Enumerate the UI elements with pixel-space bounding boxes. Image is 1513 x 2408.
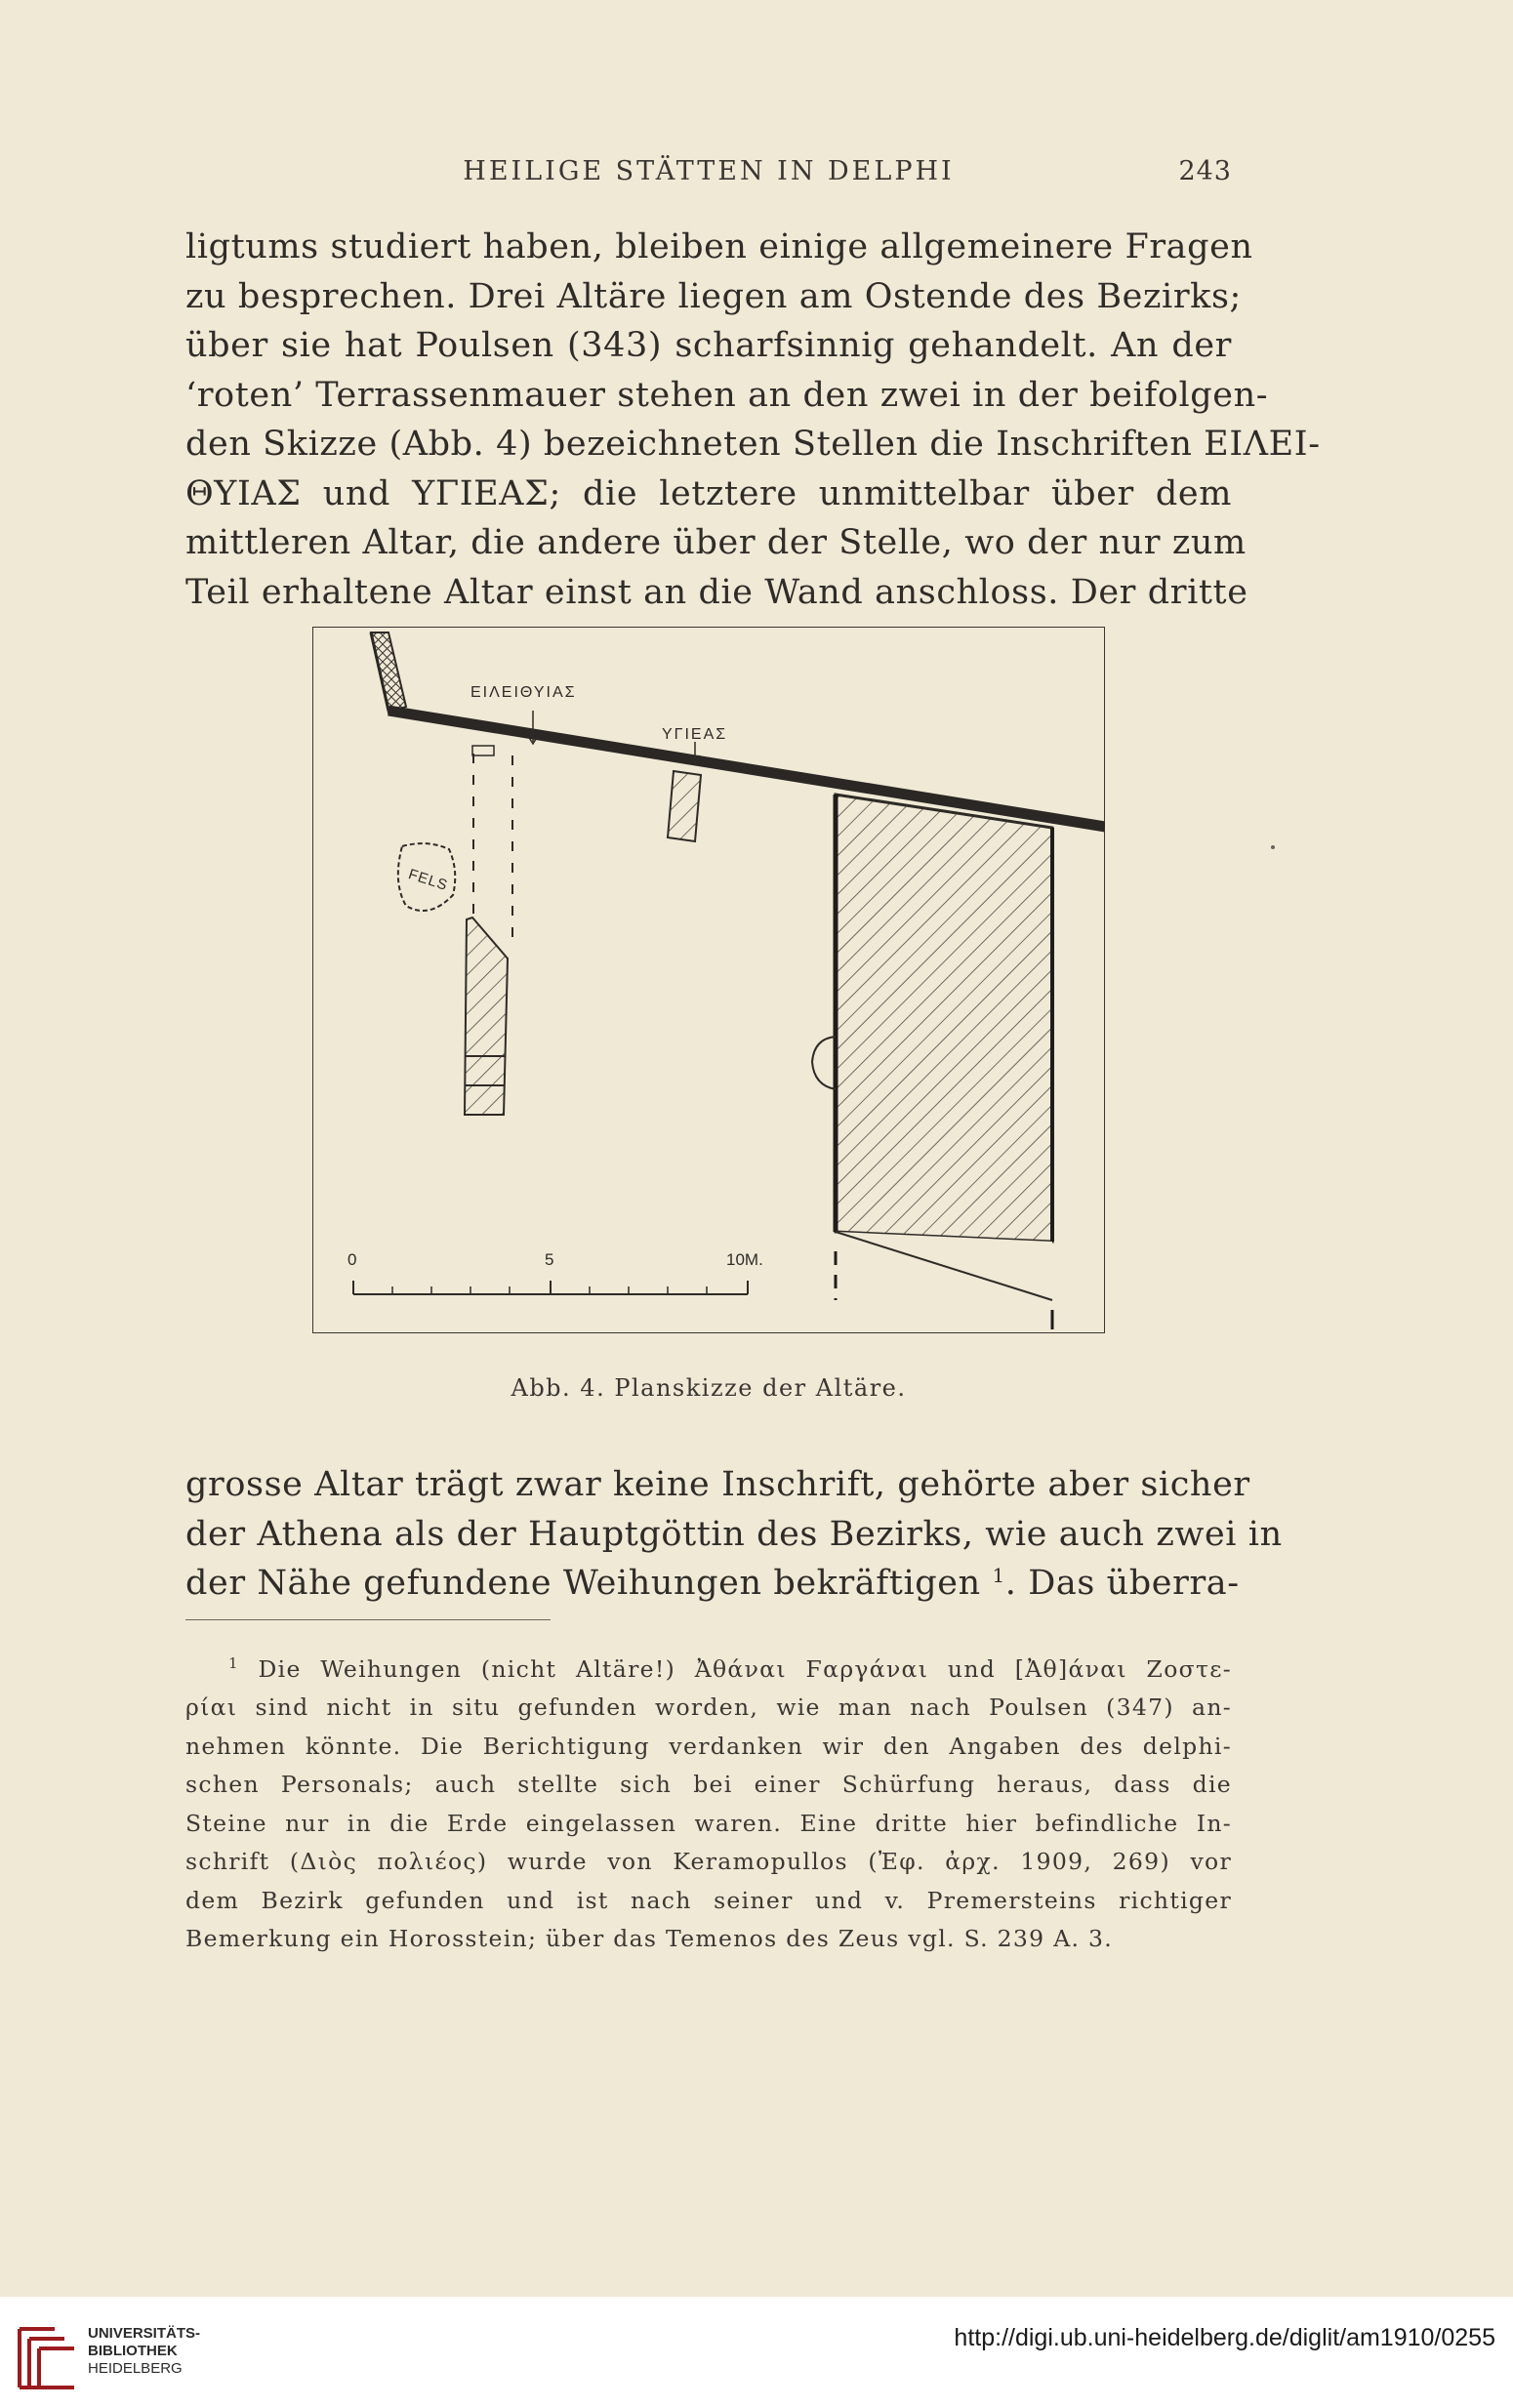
wall-hatched-stub [371, 633, 406, 713]
altar-plan-figure [312, 627, 1105, 1333]
round-feature [812, 1037, 836, 1089]
footnote-divider [185, 1619, 551, 1620]
text-line: über sie hat Poulsen (343) scharfsinnig gehandelt. An der [185, 326, 1232, 365]
footnote-line [185, 1645, 1232, 1689]
label-fels: FELS [406, 866, 450, 895]
footnote-line: nehmen könnte. Die Berichtigung verdanken wir den Angaben des delphi- [185, 1732, 1232, 1760]
paragraph-bottom [185, 1460, 1283, 1609]
library-name [88, 2325, 200, 2378]
paragraph-top [185, 223, 1321, 617]
footnote-line: ρίαι sind nicht in situ gefunden worden, wie man nach Poulsen (347) an- [185, 1694, 1232, 1722]
footnote-line: schen Personals; auch stellte sich bei einer Schürfung heraus, dass die [185, 1771, 1232, 1799]
footnote-marker: 1 [228, 1654, 239, 1672]
library-line-1: UNIVERSITÄTS- [88, 2325, 201, 2342]
text-line: ‘roten’ Terrassenmauer stehen an den zwei in der beifolgen- [185, 375, 1269, 415]
scale-label-10: 10M. [726, 1250, 763, 1269]
scale-label-0: 0 [348, 1250, 357, 1269]
footnote-text: Die Weihungen (nicht Altäre!) Ἀθάναι Ϝαργάναι und [Ἀθ]άναι Ζοστε- [258, 1654, 1232, 1683]
page-speck [1271, 845, 1275, 849]
text-line: Teil erhaltene Altar einst an die Wand anschloss. Der dritte [185, 572, 1248, 612]
footnote-line: Bemerkung ein Horosstein; über das Temenos des Zeus vgl. S. 239 A. 3. [185, 1925, 1114, 1953]
footnote-reference: 1 [992, 1564, 1005, 1587]
footer-bar [0, 2297, 1513, 2408]
figure-caption: Abb. 4. Planskizze der Altäre. [511, 1374, 907, 1402]
terrace-wall [388, 711, 1105, 827]
text-line: ligtums studiert haben, bleiben einige allgemeinere Fragen [185, 227, 1253, 266]
text-line: der Athena als der Hauptgöttin des Bezirks, wie auch zwei in [185, 1514, 1283, 1554]
label-eileithyias: ΕΙΛΕΙΘΥΙΑΣ [470, 684, 577, 701]
source-url-link[interactable]: http://digi.ub.uni-heidelberg.de/diglit/am1910/0255 [954, 2324, 1495, 2351]
running-title: HEILIGE STÄTTEN IN DELPHI [463, 156, 955, 186]
footnote [185, 1645, 1232, 1959]
library-line-3: HEIDELBERG [88, 2360, 183, 2377]
footnote-line: Steine nur in die Erde eingelassen waren. Eine dritte hier befindliche In- [185, 1809, 1232, 1837]
plan-sketch [312, 627, 1105, 1333]
text-line: mittleren Altar, die andere über der Stelle, wo der nur zum [185, 523, 1247, 562]
page-number: 243 [1178, 156, 1232, 186]
text-fragment: der Nähe gefundene Weihungen bekräftigen [185, 1564, 981, 1603]
footnote-line: dem Bezirk gefunden und ist nach seiner und v. Premersteins richtiger [185, 1886, 1232, 1914]
text-line: den Skizze (Abb. 4) bezeichneten Stellen die Inschriften ΕΙΛΕΙ- [185, 425, 1321, 464]
library-line-2: BIBLIOTHEK [88, 2343, 178, 2359]
text-line: ΘΥΙΑΣ und ΥΓΙΕΑΣ; die letztere unmittelbar über dem [185, 473, 1232, 513]
scale-label-5: 5 [545, 1250, 554, 1269]
library-logo-icon [16, 2315, 80, 2393]
middle-altar [668, 771, 701, 841]
scale-bar [348, 1250, 763, 1294]
footnote-line: schrift (Διὸς πολιέος) wurde von Keramopullos (Ἐφ. ἀρχ. 1909, 269) vor [185, 1848, 1232, 1876]
label-hygieas: ΥΓΙΕΑΣ [662, 726, 728, 743]
large-altar [836, 795, 1052, 1242]
text-line: grosse Altar trägt zwar keine Inschrift, gehörte aber sicher [185, 1465, 1250, 1504]
text-line-with-ref [185, 1559, 1240, 1609]
text-line: zu besprechen. Drei Altäre liegen am Ostende des Bezirks; [185, 276, 1242, 316]
text-fragment: . Das überra- [1004, 1564, 1240, 1603]
